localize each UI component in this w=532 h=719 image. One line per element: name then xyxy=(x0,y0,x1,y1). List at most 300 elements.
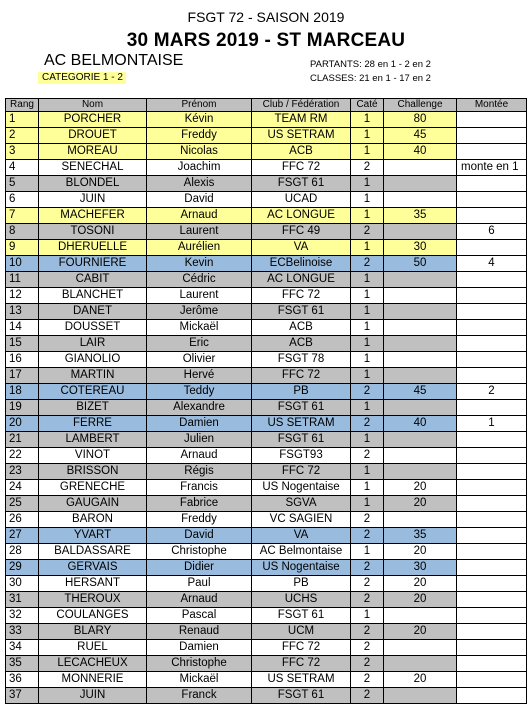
cell-nom: FOURNIERE xyxy=(39,256,147,272)
organizer-club: AC BELMONTAISE xyxy=(44,52,184,69)
table-row xyxy=(6,560,527,576)
cell-rang: 29 xyxy=(6,560,39,576)
cell-nom: BLANCHET xyxy=(39,288,147,304)
cell-prenom: Régis xyxy=(147,464,252,480)
cell-challenge: 20 xyxy=(384,624,457,640)
cell-prenom: Aurélien xyxy=(147,240,252,256)
cell-prenom: Mickaël xyxy=(147,672,252,688)
cell-cat: 2 xyxy=(351,256,384,272)
cell-nom: MARTIN xyxy=(39,368,147,384)
results-table xyxy=(5,98,527,704)
cell-club: FFC 72 xyxy=(252,368,351,384)
cell-montee xyxy=(457,176,527,192)
cell-rang: 3 xyxy=(6,144,39,160)
cell-club: FFC 72 xyxy=(252,288,351,304)
cell-montee xyxy=(457,688,527,704)
cell-club: ACB xyxy=(252,320,351,336)
cell-cat: 1 xyxy=(351,352,384,368)
table-row xyxy=(6,416,527,432)
cell-club: FFC 49 xyxy=(252,224,351,240)
cell-rang: 4 xyxy=(6,160,39,176)
cell-club: UCAD xyxy=(252,192,351,208)
cell-nom: SENECHAL xyxy=(39,160,147,176)
cell-prenom: Arnaud xyxy=(147,592,252,608)
cell-rang: 31 xyxy=(6,592,39,608)
cell-nom: LECACHEUX xyxy=(39,656,147,672)
table-row xyxy=(6,576,527,592)
cell-challenge: 45 xyxy=(384,128,457,144)
cell-montee: 4 xyxy=(457,256,527,272)
cell-cat: 2 xyxy=(351,528,384,544)
cell-cat: 1 xyxy=(351,304,384,320)
cell-challenge: 30 xyxy=(384,240,457,256)
table-row xyxy=(6,288,527,304)
table-row xyxy=(6,272,527,288)
cell-club: US SETRAM xyxy=(252,128,351,144)
cell-nom: PORCHER xyxy=(39,112,147,128)
table-row xyxy=(6,640,527,656)
cell-challenge: 20 xyxy=(384,480,457,496)
table-row xyxy=(6,304,527,320)
cell-rang: 33 xyxy=(6,624,39,640)
cell-nom: LAIR xyxy=(39,336,147,352)
cell-montee: 6 xyxy=(457,224,527,240)
table-row xyxy=(6,592,527,608)
cell-challenge xyxy=(384,400,457,416)
cell-montee xyxy=(457,352,527,368)
cell-montee xyxy=(457,304,527,320)
cell-montee xyxy=(457,464,527,480)
cell-cat: 1 xyxy=(351,144,384,160)
cell-challenge xyxy=(384,320,457,336)
col-header-cate: Caté xyxy=(351,99,384,112)
cell-rang: 30 xyxy=(6,576,39,592)
col-header-rang: Rang xyxy=(6,99,39,112)
cell-cat: 2 xyxy=(351,560,384,576)
cell-cat: 1 xyxy=(351,464,384,480)
cell-prenom: Eric xyxy=(147,336,252,352)
table-row xyxy=(6,144,527,160)
table-row xyxy=(6,512,527,528)
cell-rang: 26 xyxy=(6,512,39,528)
cell-club: US SETRAM xyxy=(252,416,351,432)
cell-rang: 35 xyxy=(6,656,39,672)
cell-prenom: Joachim xyxy=(147,160,252,176)
cell-challenge: 40 xyxy=(384,416,457,432)
cell-nom: COULANGES xyxy=(39,608,147,624)
cell-rang: 21 xyxy=(6,432,39,448)
cell-prenom: Freddy xyxy=(147,128,252,144)
cell-challenge xyxy=(384,688,457,704)
cell-cat: 1 xyxy=(351,480,384,496)
cell-nom: VINOT xyxy=(39,448,147,464)
cell-club: TEAM RM xyxy=(252,112,351,128)
cell-club: FSGT 61 xyxy=(252,176,351,192)
cell-club: FSGT 61 xyxy=(252,400,351,416)
cell-prenom: Teddy xyxy=(147,384,252,400)
cell-club: FFC 72 xyxy=(252,656,351,672)
cell-rang: 22 xyxy=(6,448,39,464)
cell-challenge: 40 xyxy=(384,144,457,160)
cell-montee xyxy=(457,432,527,448)
cell-prenom: Mickaël xyxy=(147,320,252,336)
cell-cat: 1 xyxy=(351,608,384,624)
col-header-club: Club / Fédération xyxy=(252,99,351,112)
cell-nom: COTEREAU xyxy=(39,384,147,400)
cell-montee xyxy=(457,576,527,592)
cell-montee xyxy=(457,496,527,512)
cell-nom: JUIN xyxy=(39,688,147,704)
cell-nom: HERSANT xyxy=(39,576,147,592)
cell-montee xyxy=(457,624,527,640)
cell-challenge xyxy=(384,368,457,384)
cell-cat: 1 xyxy=(351,208,384,224)
cell-club: US SETRAM xyxy=(252,672,351,688)
cell-club: UCHS xyxy=(252,592,351,608)
cell-challenge: 35 xyxy=(384,528,457,544)
cell-prenom: Damien xyxy=(147,640,252,656)
cell-prenom: Franck xyxy=(147,688,252,704)
cell-cat: 1 xyxy=(351,336,384,352)
cell-nom: BRISSON xyxy=(39,464,147,480)
cell-montee xyxy=(457,208,527,224)
race-title: 30 MARS 2019 - ST MARCEAU xyxy=(126,30,406,51)
cell-rang: 34 xyxy=(6,640,39,656)
cell-challenge xyxy=(384,352,457,368)
cell-challenge xyxy=(384,192,457,208)
cell-cat: 1 xyxy=(351,192,384,208)
cell-prenom: Francis xyxy=(147,480,252,496)
cell-prenom: Didier xyxy=(147,560,252,576)
cell-nom: BARON xyxy=(39,512,147,528)
table-row xyxy=(6,320,527,336)
cell-challenge: 20 xyxy=(384,496,457,512)
cell-rang: 24 xyxy=(6,480,39,496)
cell-rang: 5 xyxy=(6,176,39,192)
cell-rang: 17 xyxy=(6,368,39,384)
cell-cat: 2 xyxy=(351,160,384,176)
cell-challenge xyxy=(384,512,457,528)
cell-challenge xyxy=(384,224,457,240)
table-header-row xyxy=(6,99,527,112)
cell-cat: 2 xyxy=(351,656,384,672)
table-row xyxy=(6,160,527,176)
cell-rang: 7 xyxy=(6,208,39,224)
cell-nom: BALDASSARE xyxy=(39,544,147,560)
cell-club: FSGT 61 xyxy=(252,608,351,624)
cell-challenge xyxy=(384,448,457,464)
cell-rang: 18 xyxy=(6,384,39,400)
cell-rang: 19 xyxy=(6,400,39,416)
table-row xyxy=(6,672,527,688)
cell-montee xyxy=(457,320,527,336)
cell-montee xyxy=(457,512,527,528)
cell-montee xyxy=(457,656,527,672)
table-row xyxy=(6,368,527,384)
cell-montee xyxy=(457,112,527,128)
table-row xyxy=(6,176,527,192)
table-row xyxy=(6,400,527,416)
cell-prenom: Alexis xyxy=(147,176,252,192)
cell-club: US Nogentaise xyxy=(252,480,351,496)
cell-cat: 2 xyxy=(351,672,384,688)
table-row xyxy=(6,496,527,512)
cell-montee xyxy=(457,608,527,624)
cell-club: US Nogentaise xyxy=(252,560,351,576)
table-row xyxy=(6,432,527,448)
cell-cat: 2 xyxy=(351,592,384,608)
cell-cat: 1 xyxy=(351,112,384,128)
season-title: FSGT 72 - SAISON 2019 xyxy=(187,9,345,25)
cell-club: ACB xyxy=(252,144,351,160)
cell-challenge: 30 xyxy=(384,560,457,576)
cell-challenge: 20 xyxy=(384,592,457,608)
table-row xyxy=(6,688,527,704)
cell-rang: 10 xyxy=(6,256,39,272)
cell-nom: GRENECHE xyxy=(39,480,147,496)
cell-rang: 25 xyxy=(6,496,39,512)
cell-challenge: 80 xyxy=(384,112,457,128)
cell-club: FFC 72 xyxy=(252,464,351,480)
cell-rang: 12 xyxy=(6,288,39,304)
cell-cat: 1 xyxy=(351,368,384,384)
cell-prenom: Kevin xyxy=(147,256,252,272)
cell-nom: DOUSSET xyxy=(39,320,147,336)
cell-club: FSGT 61 xyxy=(252,432,351,448)
cell-rang: 36 xyxy=(6,672,39,688)
cell-nom: TOSONI xyxy=(39,224,147,240)
cell-cat: 2 xyxy=(351,224,384,240)
table-row xyxy=(6,544,527,560)
cell-cat: 2 xyxy=(351,384,384,400)
cell-rang: 8 xyxy=(6,224,39,240)
cell-prenom: David xyxy=(147,192,252,208)
cell-challenge: 20 xyxy=(384,576,457,592)
participants-summary: PARTANTS: 28 en 1 - 2 en 2 xyxy=(310,59,431,70)
cell-montee: monte en 1 xyxy=(457,160,527,176)
cell-nom: GERVAIS xyxy=(39,560,147,576)
cell-club: VC SAGIEN xyxy=(252,512,351,528)
table-row xyxy=(6,608,527,624)
cell-rang: 28 xyxy=(6,544,39,560)
table-row xyxy=(6,352,527,368)
cell-challenge xyxy=(384,656,457,672)
cell-nom: FERRE xyxy=(39,416,147,432)
cell-cat: 1 xyxy=(351,128,384,144)
cell-challenge xyxy=(384,272,457,288)
cell-challenge: 20 xyxy=(384,544,457,560)
cell-prenom: Kévin xyxy=(147,112,252,128)
cell-prenom: Laurent xyxy=(147,224,252,240)
cell-cat: 1 xyxy=(351,288,384,304)
cell-prenom: Freddy xyxy=(147,512,252,528)
cell-montee: 2 xyxy=(457,384,527,400)
cell-challenge: 20 xyxy=(384,672,457,688)
cell-montee: 1 xyxy=(457,416,527,432)
cell-challenge xyxy=(384,432,457,448)
cell-cat: 1 xyxy=(351,176,384,192)
cell-club: AC Belmontaise xyxy=(252,544,351,560)
cell-rang: 1 xyxy=(6,112,39,128)
table-row xyxy=(6,656,527,672)
cell-cat: 1 xyxy=(351,544,384,560)
cell-cat: 1 xyxy=(351,320,384,336)
cell-nom: BIZET xyxy=(39,400,147,416)
col-header-prenom: Prénom xyxy=(147,99,252,112)
col-header-montee: Montée xyxy=(457,99,527,112)
cell-nom: CABIT xyxy=(39,272,147,288)
table-row xyxy=(6,624,527,640)
table-row xyxy=(6,528,527,544)
cell-cat: 2 xyxy=(351,448,384,464)
cell-nom: MONNERIE xyxy=(39,672,147,688)
classified-summary: CLASSES: 21 en 1 - 17 en 2 xyxy=(310,73,431,84)
cell-cat: 2 xyxy=(351,688,384,704)
cell-club: UCM xyxy=(252,624,351,640)
cell-challenge xyxy=(384,176,457,192)
cell-club: FFC 72 xyxy=(252,640,351,656)
cell-club: AC LONGUE xyxy=(252,272,351,288)
cell-nom: BLONDEL xyxy=(39,176,147,192)
cell-cat: 1 xyxy=(351,400,384,416)
table-row xyxy=(6,192,527,208)
cell-nom: DANET xyxy=(39,304,147,320)
cell-rang: 16 xyxy=(6,352,39,368)
cell-challenge xyxy=(384,160,457,176)
cell-rang: 15 xyxy=(6,336,39,352)
cell-prenom: Paul xyxy=(147,576,252,592)
cell-prenom: Alexandre xyxy=(147,400,252,416)
cell-nom: YVART xyxy=(39,528,147,544)
cell-nom: GIANOLIO xyxy=(39,352,147,368)
cell-club: FSGT93 xyxy=(252,448,351,464)
cell-prenom: Renaud xyxy=(147,624,252,640)
col-header-nom: Nom xyxy=(39,99,147,112)
cell-montee xyxy=(457,272,527,288)
cell-nom: DHERUELLE xyxy=(39,240,147,256)
cell-club: FSGT 61 xyxy=(252,688,351,704)
cell-prenom: Arnaud xyxy=(147,448,252,464)
cell-cat: 2 xyxy=(351,416,384,432)
cell-montee xyxy=(457,672,527,688)
table-row xyxy=(6,224,527,240)
cell-prenom: Arnaud xyxy=(147,208,252,224)
cell-montee xyxy=(457,400,527,416)
cell-prenom: Julien xyxy=(147,432,252,448)
cell-montee xyxy=(457,592,527,608)
cell-rang: 14 xyxy=(6,320,39,336)
cell-montee xyxy=(457,640,527,656)
cell-prenom: Nicolas xyxy=(147,144,252,160)
cell-montee xyxy=(457,480,527,496)
cell-nom: JUIN xyxy=(39,192,147,208)
cell-cat: 2 xyxy=(351,576,384,592)
cell-montee xyxy=(457,560,527,576)
cell-prenom: Olivier xyxy=(147,352,252,368)
cell-rang: 2 xyxy=(6,128,39,144)
cell-club: AC LONGUE xyxy=(252,208,351,224)
cell-club: FFC 72 xyxy=(252,160,351,176)
cell-club: ACB xyxy=(252,336,351,352)
cell-prenom: Jerôme xyxy=(147,304,252,320)
cell-challenge: 35 xyxy=(384,208,457,224)
cell-rang: 11 xyxy=(6,272,39,288)
cell-rang: 27 xyxy=(6,528,39,544)
table-row xyxy=(6,448,527,464)
cell-prenom: Fabrice xyxy=(147,496,252,512)
cell-cat: 1 xyxy=(351,432,384,448)
cell-cat: 2 xyxy=(351,624,384,640)
cell-challenge xyxy=(384,640,457,656)
cell-montee xyxy=(457,368,527,384)
cell-challenge: 50 xyxy=(384,256,457,272)
cell-club: SGVA xyxy=(252,496,351,512)
cell-prenom: David xyxy=(147,528,252,544)
cell-cat: 2 xyxy=(351,512,384,528)
cell-club: VA xyxy=(252,528,351,544)
cell-prenom: Hervé xyxy=(147,368,252,384)
table-row xyxy=(6,384,527,400)
cell-cat: 1 xyxy=(351,240,384,256)
table-row xyxy=(6,240,527,256)
cell-rang: 23 xyxy=(6,464,39,480)
cell-montee xyxy=(457,336,527,352)
cell-challenge xyxy=(384,304,457,320)
cell-club: PB xyxy=(252,384,351,400)
cell-challenge xyxy=(384,464,457,480)
cell-rang: 13 xyxy=(6,304,39,320)
table-row xyxy=(6,128,527,144)
cell-rang: 6 xyxy=(6,192,39,208)
cell-rang: 32 xyxy=(6,608,39,624)
cell-nom: THEROUX xyxy=(39,592,147,608)
cell-prenom: Pascal xyxy=(147,608,252,624)
cell-prenom: Damien xyxy=(147,416,252,432)
table-row xyxy=(6,112,527,128)
col-header-challenge: Challenge xyxy=(384,99,457,112)
table-row xyxy=(6,256,527,272)
cell-challenge: 45 xyxy=(384,384,457,400)
table-row xyxy=(6,480,527,496)
cell-nom: DROUET xyxy=(39,128,147,144)
cell-cat: 1 xyxy=(351,496,384,512)
cell-prenom: Christophe xyxy=(147,544,252,560)
cell-montee xyxy=(457,544,527,560)
cell-challenge xyxy=(384,336,457,352)
cell-nom: MACHEFER xyxy=(39,208,147,224)
cell-prenom: Cédric xyxy=(147,272,252,288)
cell-nom: GAUGAIN xyxy=(39,496,147,512)
cell-club: PB xyxy=(252,576,351,592)
cell-cat: 2 xyxy=(351,640,384,656)
cell-montee xyxy=(457,240,527,256)
cell-prenom: Laurent xyxy=(147,288,252,304)
cell-rang: 37 xyxy=(6,688,39,704)
category-label: CATEGORIE 1 - 2 xyxy=(38,72,126,84)
cell-challenge xyxy=(384,288,457,304)
cell-club: FSGT 61 xyxy=(252,304,351,320)
cell-rang: 9 xyxy=(6,240,39,256)
cell-montee xyxy=(457,144,527,160)
cell-montee xyxy=(457,128,527,144)
table-row xyxy=(6,464,527,480)
cell-nom: BLARY xyxy=(39,624,147,640)
cell-club: ECBelinoise xyxy=(252,256,351,272)
cell-rang: 20 xyxy=(6,416,39,432)
cell-challenge xyxy=(384,608,457,624)
cell-nom: MOREAU xyxy=(39,144,147,160)
table-row xyxy=(6,208,527,224)
